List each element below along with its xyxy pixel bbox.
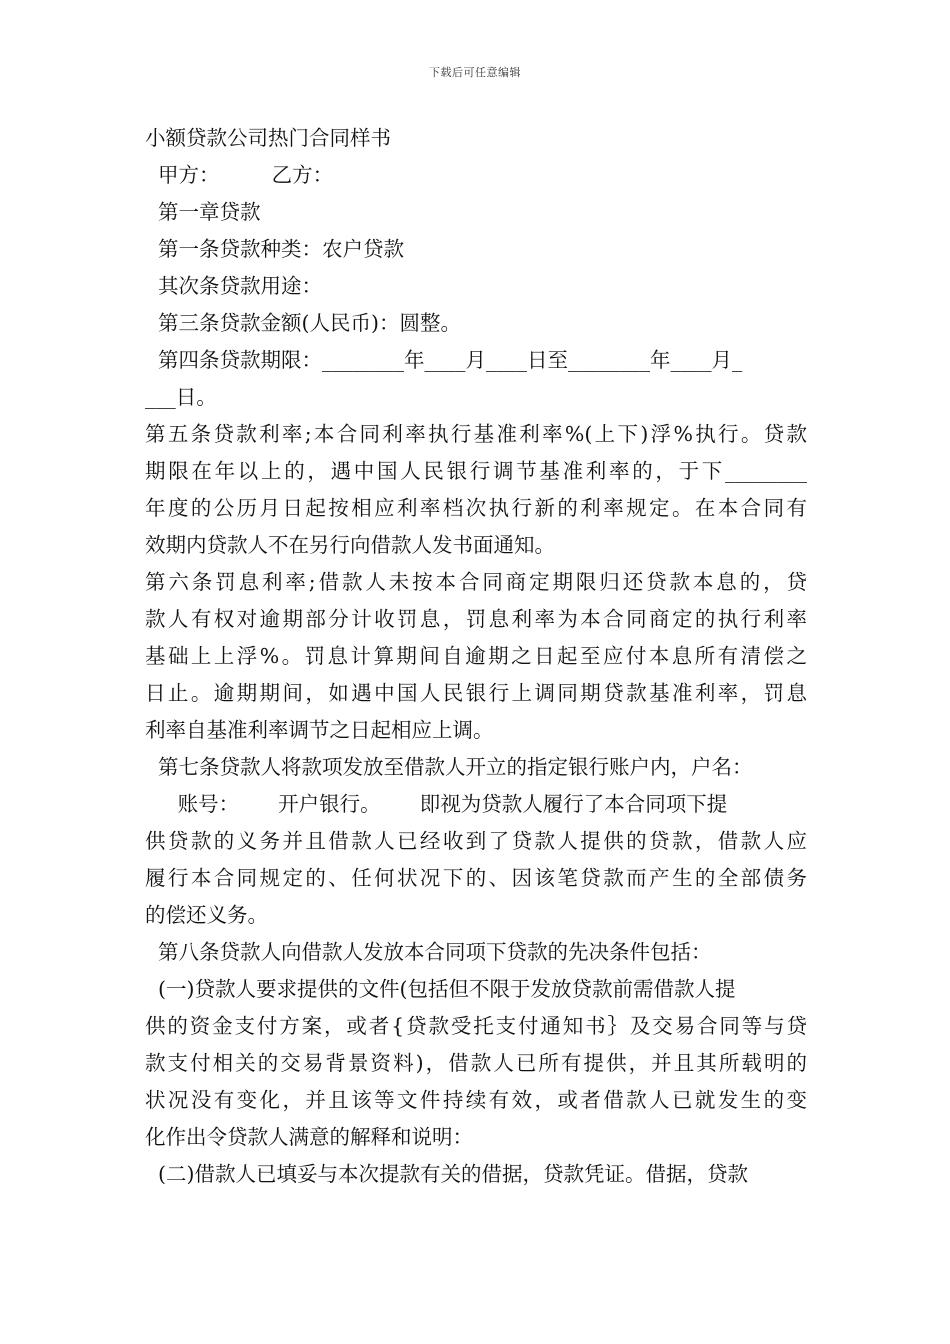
article-6-line: 第六条罚息利率;借款人未按本合同商定期限归还贷款本息的，贷 <box>145 570 807 594</box>
article-7-line: 账号： 开户银行。 即视为贷款人履行了本合同项下提 <box>145 792 728 816</box>
article-8-item-1-line: 款支付相关的交易背景资料)，借款人已所有提供，并且其所载明的 <box>145 1051 807 1075</box>
article-6-line: 基础上上浮%。罚息计算期间自逾期之日起至应付本息所有清偿之 <box>145 644 807 668</box>
article-8-item-1-line: 化作出令贷款人满意的解释和说明： <box>145 1125 473 1149</box>
article-5-line: 第五条贷款利率;本合同利率执行基准利率%(上下)浮%执行。贷款 <box>145 422 807 446</box>
document-body <box>145 120 807 1193</box>
article-5-line: 期限在年以上的，遇中国人民银行调节基准利率的，于下________ <box>145 459 807 483</box>
article-5-line: 年度的公历月日起按相应利率档次执行新的利率规定。在本合同有 <box>145 496 807 520</box>
chapter-heading: 第一章贷款 <box>145 200 261 224</box>
article-3: 第三条贷款金额(人民币)：圆整。 <box>145 311 462 335</box>
article-7-line: 第七条贷款人将款项发放至借款人开立的指定银行账户内，户名： <box>145 755 753 779</box>
party-line: 甲方： 乙方： <box>145 163 334 187</box>
article-8-item-2-line: (二)借款人已填妥与本次提款有关的借据，贷款凭证。借据，贷款 <box>145 1162 749 1186</box>
article-6-line: 日止。逾期期间，如遇中国人民银行上调同期贷款基准利率，罚息 <box>145 681 807 705</box>
article-1: 第一条贷款种类：农户贷款 <box>145 237 405 261</box>
article-7-line: 的偿还义务。 <box>145 903 268 927</box>
article-8-item-1-line: 状况没有变化，并且该等文件持续有效，或者借款人已就发生的变 <box>145 1088 807 1112</box>
article-8-line: 第八条贷款人向借款人发放本合同项下贷款的先决条件包括： <box>145 940 712 964</box>
article-6-line: 利率自基准利率调节之日起相应上调。 <box>145 718 494 742</box>
article-7-line: 供贷款的义务并且借款人已经收到了贷款人提供的贷款，借款人应 <box>145 829 807 853</box>
document-title: 小额贷款公司热门合同样书 <box>145 126 391 150</box>
article-4-line: 第四条贷款期限：________年____月____日至________年____月_ <box>145 348 743 372</box>
page-header: 下载后可任意编辑 <box>429 66 521 79</box>
article-2: 其次条贷款用途： <box>145 274 323 298</box>
article-7-line: 履行本合同规定的、任何状况下的、因该笔贷款而产生的全部债务 <box>145 866 807 890</box>
article-8-item-1-line: (一)贷款人要求提供的文件(包括但不限于发放贷款前需借款人提 <box>145 977 736 1001</box>
article-8-item-1-line: 供的资金支付方案，或者{贷款受托支付通知书｝及交易合同等与贷 <box>145 1014 807 1038</box>
article-6-line: 款人有权对逾期部分计收罚息，罚息利率为本合同商定的执行利率 <box>145 607 807 631</box>
article-4-line: ___日。 <box>145 385 217 409</box>
article-5-line: 效期内贷款人不在另行向借款人发书面通知。 <box>145 533 555 557</box>
